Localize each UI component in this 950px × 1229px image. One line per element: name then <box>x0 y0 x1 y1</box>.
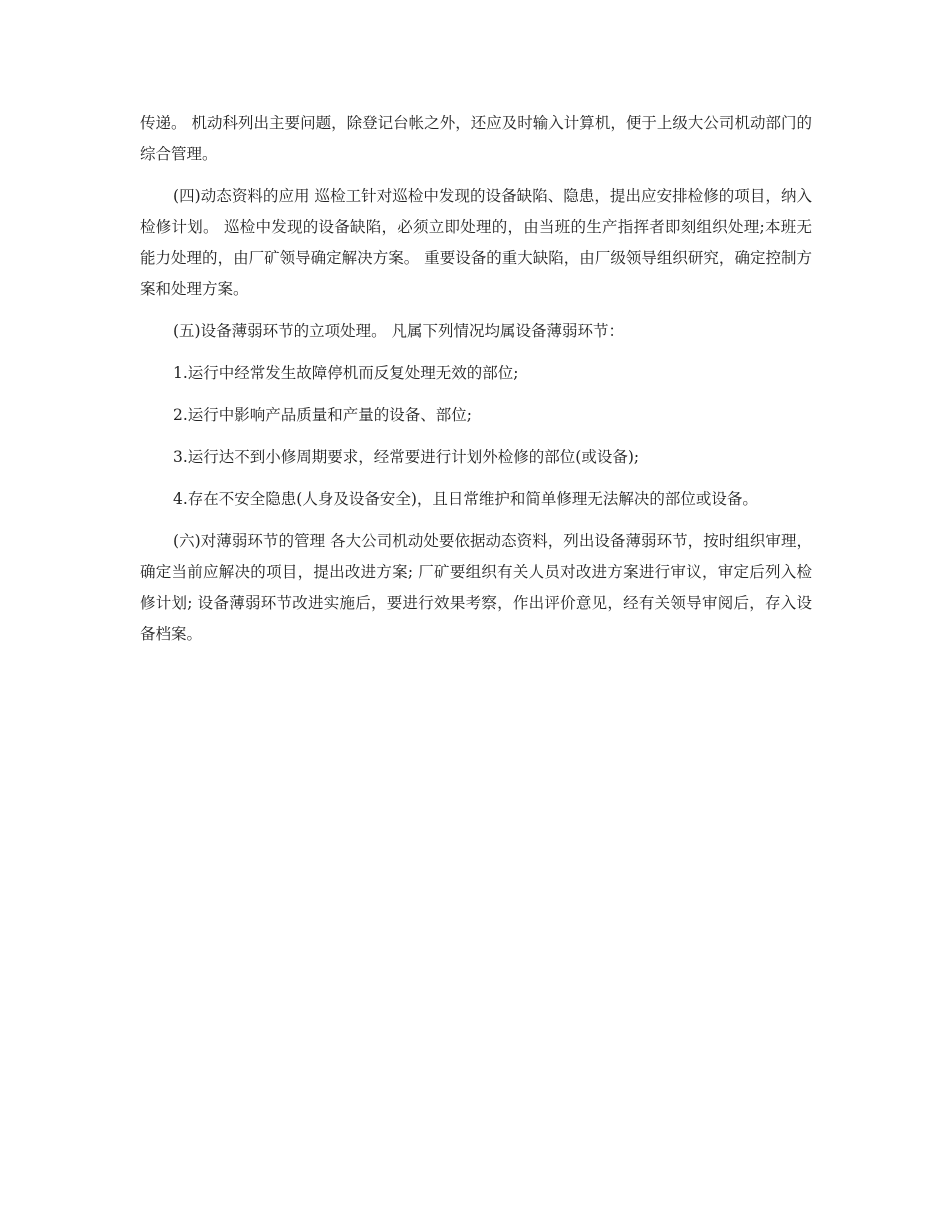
paragraph-section-4: (四)动态资料的应用 巡检工针对巡检中发现的设备缺陷、隐患，提出应安排检修的项目，纳入检修计划。 巡检中发现的设备缺陷，必须立即处理的，由当班的生产指挥者即刻组织处理;本班无能力处理的，由厂矿领导确定解决方案。 重要设备的重大缺陷，由厂级领导组织研究，确定控制方案和处理方案。 <box>140 187 812 298</box>
paragraph-section-6: (六)对薄弱环节的管理 各大公司机动处要依据动态资料，列出设备薄弱环节，按时组织审理，确定当前应解决的项目，提出改进方案; 厂矿要组织有关人员对改进方案进行审议，审定后列入检修计划; 设备薄弱环节改进实施后，要进行效果考察，作出评价意见，经有关领导审阅后，存入设备档案。 <box>140 532 812 643</box>
list-item-1: 1.运行中经常发生故障停机而反复处理无效的部位; <box>173 364 519 382</box>
paragraph-continuation: 传递。 机动科列出主要问题，除登记台帐之外，还应及时输入计算机，便于上级大公司机动部门的综合管理。 <box>140 114 812 163</box>
document-page <box>140 108 812 661</box>
list-item-2: 2.运行中影响产品质量和产量的设备、部位; <box>173 406 473 424</box>
list-item-4: 4.存在不安全隐患(人身及设备安全)，且日常维护和简单修理无法解决的部位或设备。 <box>173 490 758 508</box>
list-item-3: 3.运行达不到小修周期要求，经常要进行计划外检修的部位(或设备); <box>173 448 640 466</box>
paragraph-section-5: (五)设备薄弱环节的立项处理。 凡属下列情况均属设备薄弱环节： <box>173 322 625 340</box>
